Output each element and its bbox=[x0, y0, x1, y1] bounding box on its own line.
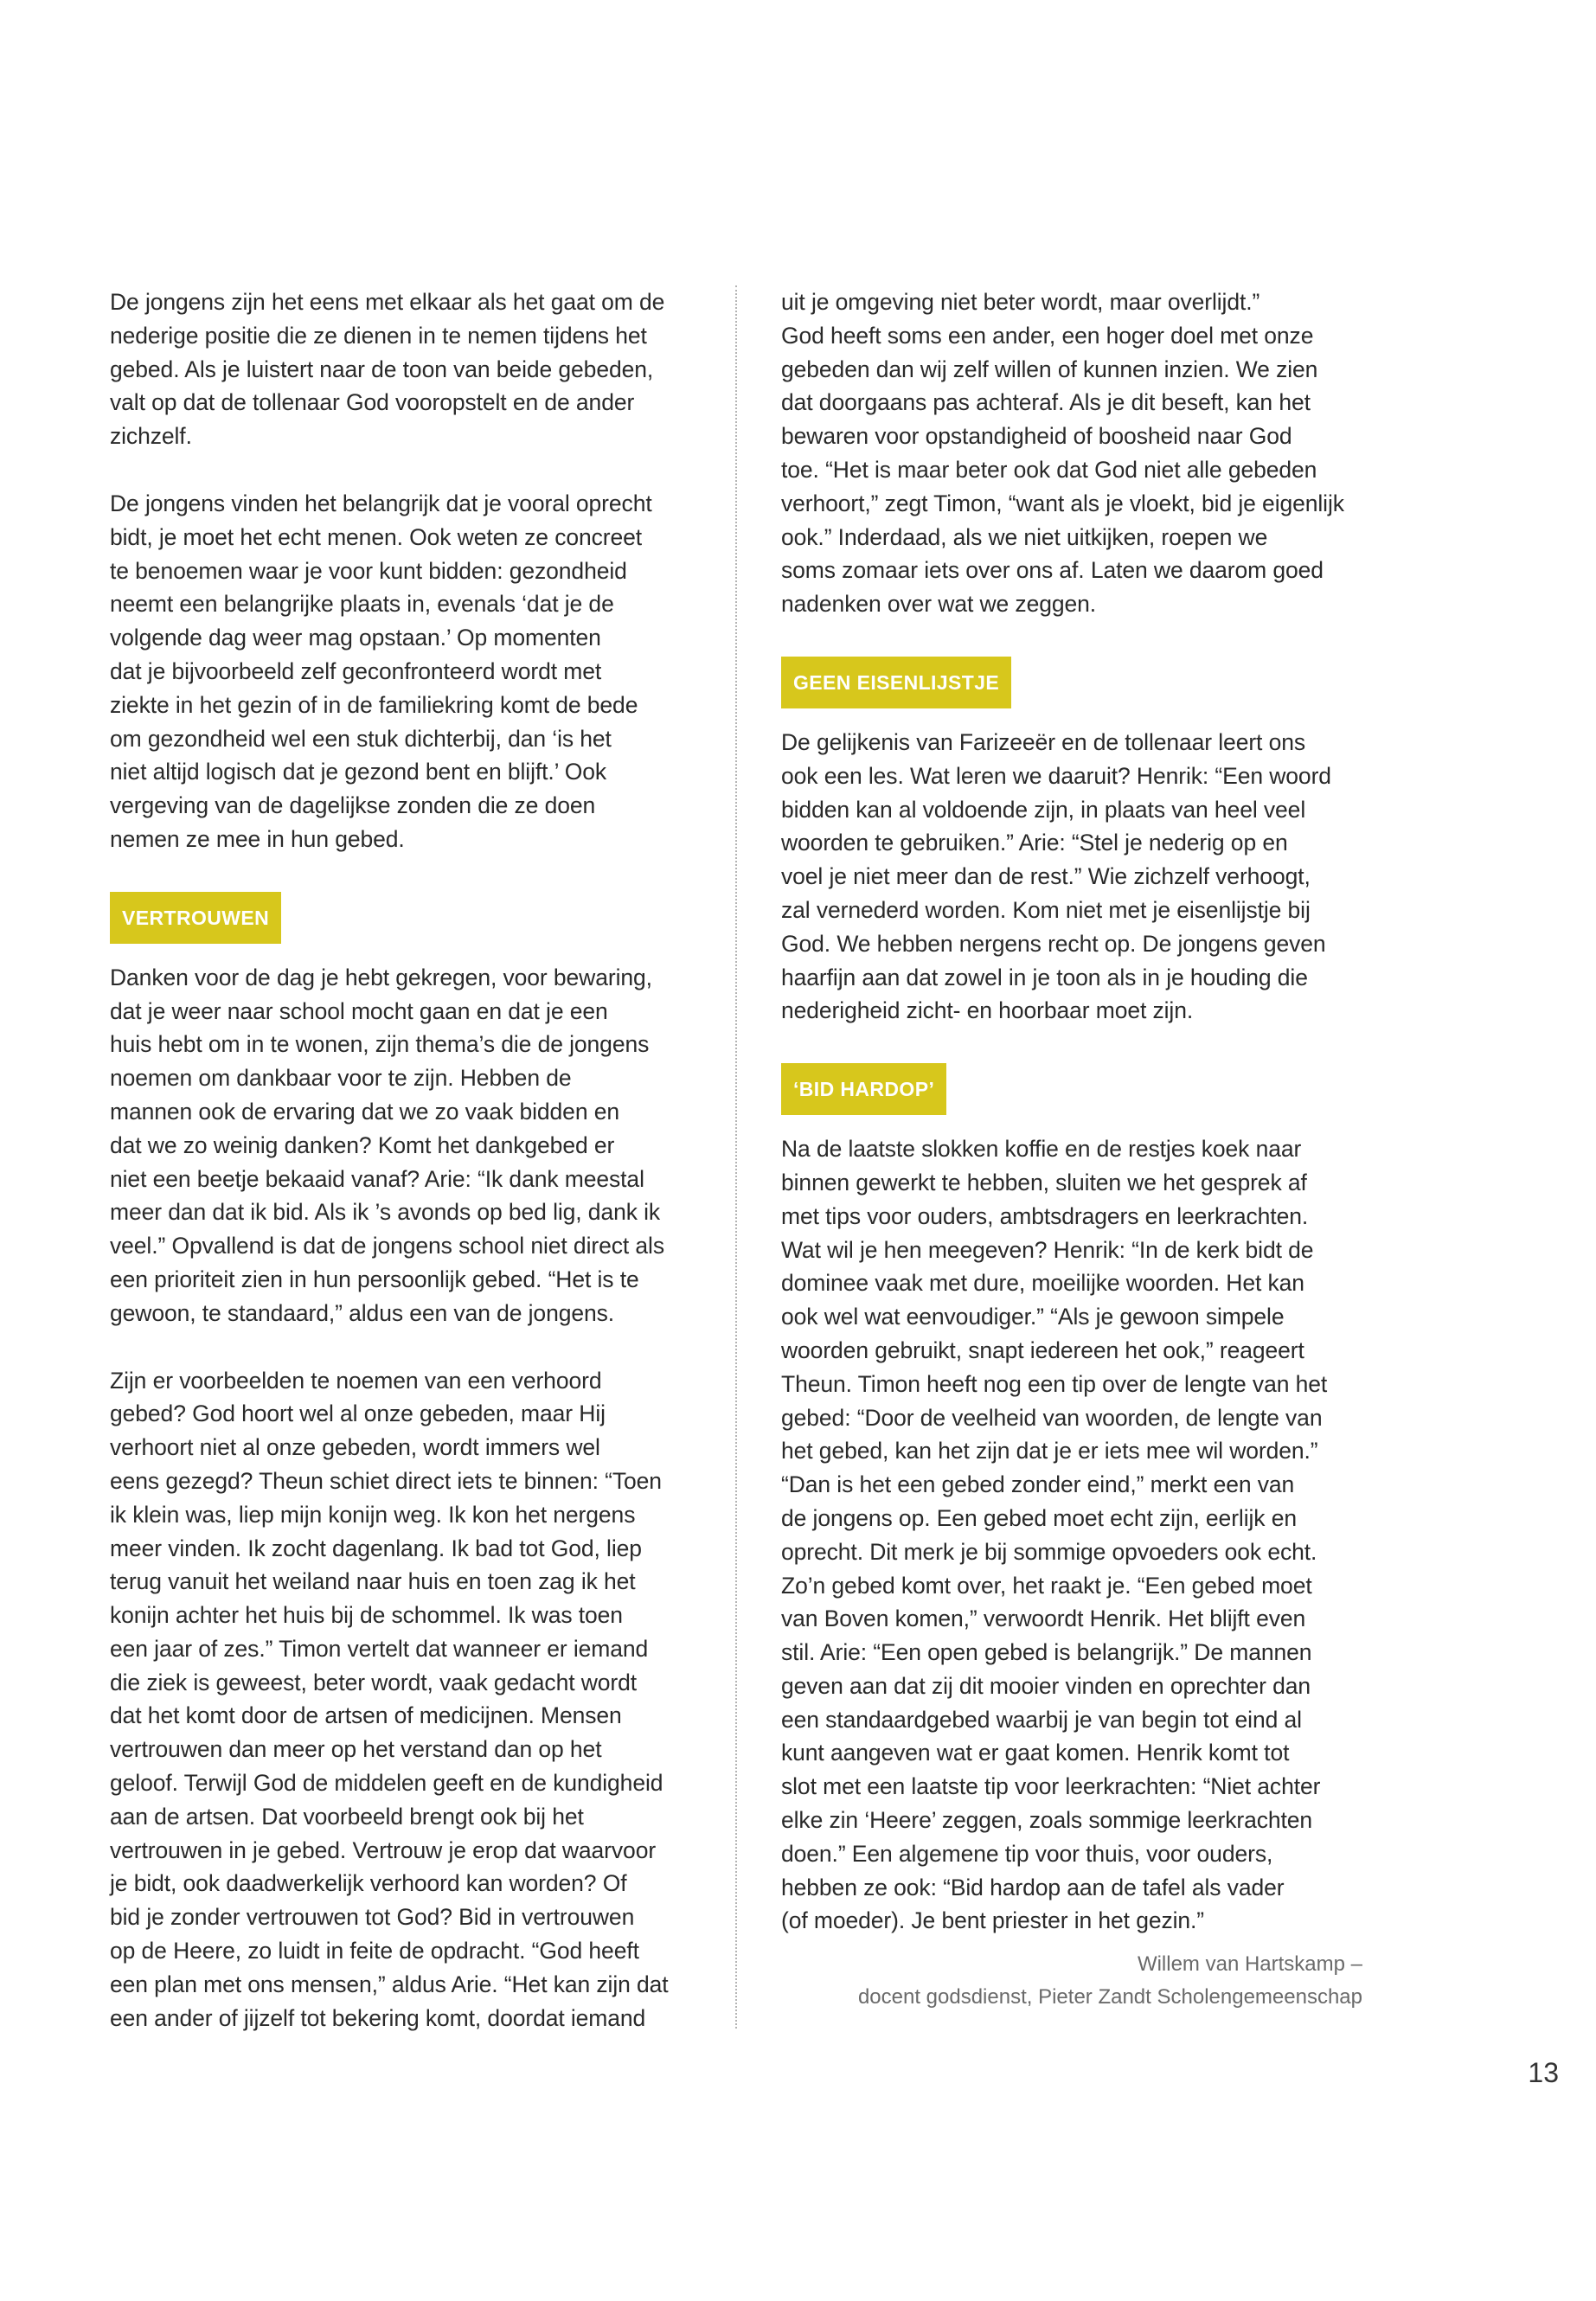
author-name: Willem van Hartskamp – bbox=[1137, 1952, 1362, 1976]
paragraph: Zijn er voorbeelden te noemen van een verhoord gebed? God hoort wel al onze gebeden, maar Hij verhoort niet al onze gebeden, wordt immers wel eens gezegd? Theun schiet direct iets te binnen: “Toen ik klein was, liep mijn konijn weg. Ik kon het nergens meer vinden. Ik zocht dagenlang. Ik bad tot God, liep terug vanuit het weiland naar huis en toen zag ik het konijn achter het huis bij de schommel. Ik was toen een jaar of zes.” Timon vertelt dat wanneer er iemand die ziek is geweest, beter wordt, vaak gedacht wordt dat het komt door de artsen of medicijnen. Mensen vertrouwen dan meer op het verstand dan op het geloof. Terwijl God de middelen geeft en de kundigheid aan de artsen. Dat voorbeeld brengt ook bij het vertrouwen in je gebed. Vertrouw je erop dat waarvoor je bidt, ook daadwerkelijk verhoord kan worden? Of bid je zonder vertrouwen tot God? Bid in vertrouwen op de Heere, zo luidt in feite de opdracht. “God heeft een plan met ons mensen,” aldus Arie. “Het kan zijn dat een ander of jijzelf tot bekering komt, doordat iemand bbox=[110, 1367, 669, 2031]
paragraph: Na de laatste slokken koffie en de restjes koek naar binnen gewerkt te hebben, sluiten we het gesprek af met tips voor ouders, ambtsdragers en leerkrachten. Wat wil je hen meegeven? Henrik: “In de kerk bidt de dominee vaak met dure, moeilijke woorden. Het kan ook wel wat eenvoudiger.” “Als je gewoon simpele woorden gebruikt, snapt iedereen het ook,” reageert Theun. Timon heeft nog een tip over de lengte van het gebed: “Door de veelheid van woorden, de lengte van het gebed, kan het zijn dat je er iets mee wil worden.” “Dan is het een gebed zonder eind,” merkt een van de jongens op. Een gebed moet echt zijn, eerlijk en oprecht. Dit merk je bij sommige opvoeders ook echt. Zo’n gebed komt over, het raakt je. “Een gebed moet van Boven komen,” verwoordt Henrik. Het blijft even stil. Arie: “Een open gebed is belangrijk.” De mannen geven aan dat zij dit mooier vinden en oprechter dan een standaardgebed waarbij je van begin tot eind al kunt aangeven wat er gaat komen. Henrik komt tot slot met een laatste tip voor leerkrachten: “Niet achter elke zin ‘Heere’ zeggen, zoals sommige leerkrachten doen.” Een algemene tip voor thuis, voor ouders, hebben ze ook: “Bid hardop aan de tafel als vader (of moeder). Je bent priester in het gezin.” bbox=[781, 1136, 1328, 1934]
section-heading-wrap bbox=[781, 655, 1378, 726]
right-column bbox=[781, 285, 1378, 1971]
section-heading-geen-eisenlijstje: GEEN EISENLIJSTJE bbox=[781, 657, 1011, 708]
section-heading-vertrouwen: VERTROUWEN bbox=[110, 892, 281, 944]
author-role: docent godsdienst, Pieter Zandt Scholengemeenschap bbox=[857, 1985, 1362, 2009]
section-heading-wrap bbox=[110, 890, 698, 961]
paragraph: uit je omgeving niet beter wordt, maar overlijdt.” God heeft soms een ander, een hoger doel met onze gebeden dan wij zelf willen of kunnen inzien. We zien dat doorgaans pas achteraf. Als je dit beseft, kan het bewaren voor opstandigheid of boosheid naar God toe. “Het is maar beter ook dat God niet alle gebeden verhoort,” zegt Timon, “want als je vloekt, bid je eigenlijk ook.” Inderdaad, als we niet uitkijken, roepen we soms zomaar iets over ons af. Laten we daarom goed nadenken over wat we zeggen. bbox=[781, 289, 1344, 618]
page-number: 13 bbox=[1528, 2057, 1559, 2088]
section-heading-wrap bbox=[781, 1061, 1378, 1132]
paragraph: De jongens vinden het belangrijk dat je vooral oprecht bidt, je moet het echt menen. Ook weten ze concreet te benoemen waar je voor kunt bidden: gezondheid neemt een belangrijke plaats in, evenals ‘dat je de volgende dag weer mag opstaan.’ Op momenten dat je bijvoorbeeld zelf geconfronteerd wordt met ziekte in het gezin of in de familiekring komt de bede om gezondheid wel een stuk dichterbij, dan ‘is het niet altijd logisch dat je gezond bent en blijft.’ Ook vergeving van de dagelijkse zonden die ze doen nemen ze mee in hun gebed. bbox=[110, 490, 652, 852]
paragraph: Danken voor de dag je hebt gekregen, voor bewaring, dat je weer naar school mocht gaan en dat je een huis hebt om in te wonen, zijn thema’s die de jongens noemen om dankbaar voor te zijn. Hebben de mannen ook de ervaring dat we zo vaak bidden en dat we zo weinig danken? Komt het dankgebed er niet een beetje bekaaid vanaf? Arie: “Ik dank meestal meer dan dat ik bid. Als ik ’s avonds op bed lig, dank ik veel.” Opvallend is dat de jongens school niet direct als een prioriteit zien in hun persoonlijk gebed. “Het is te gewoon, te standaard,” aldus een van de jongens. bbox=[110, 964, 664, 1326]
column-divider bbox=[735, 285, 737, 2029]
author-credit bbox=[858, 1948, 1362, 2014]
paragraph: De jongens zijn het eens met elkaar als het gaat om de nederige positie die ze dienen in te nemen tijdens het gebed. Als je luistert naar de toon van beide gebeden, valt op dat de tollenaar God vooropstelt en de ander zichzelf. bbox=[110, 289, 665, 450]
left-column bbox=[110, 285, 698, 2068]
paragraph: De gelijkenis van Farizeeër en de tollenaar leert ons ook een les. Wat leren we daaruit? Henrik: “Een woord bidden kan al voldoende zijn, in plaats van heel veel woorden te gebruiken.” Arie: “Stel je nederig op en voel je niet meer dan de rest.” Wie zichzelf verhoogt, zal vernederd worden. Kom niet met je eisenlijstje bij God. We hebben nergens recht op. De jongens geven haarfijn aan dat zowel in je toon als in je houding die nederigheid zicht- en hoorbaar moet zijn. bbox=[781, 728, 1331, 1024]
section-heading-bid-hardop: ‘BID HARDOP’ bbox=[781, 1063, 946, 1115]
